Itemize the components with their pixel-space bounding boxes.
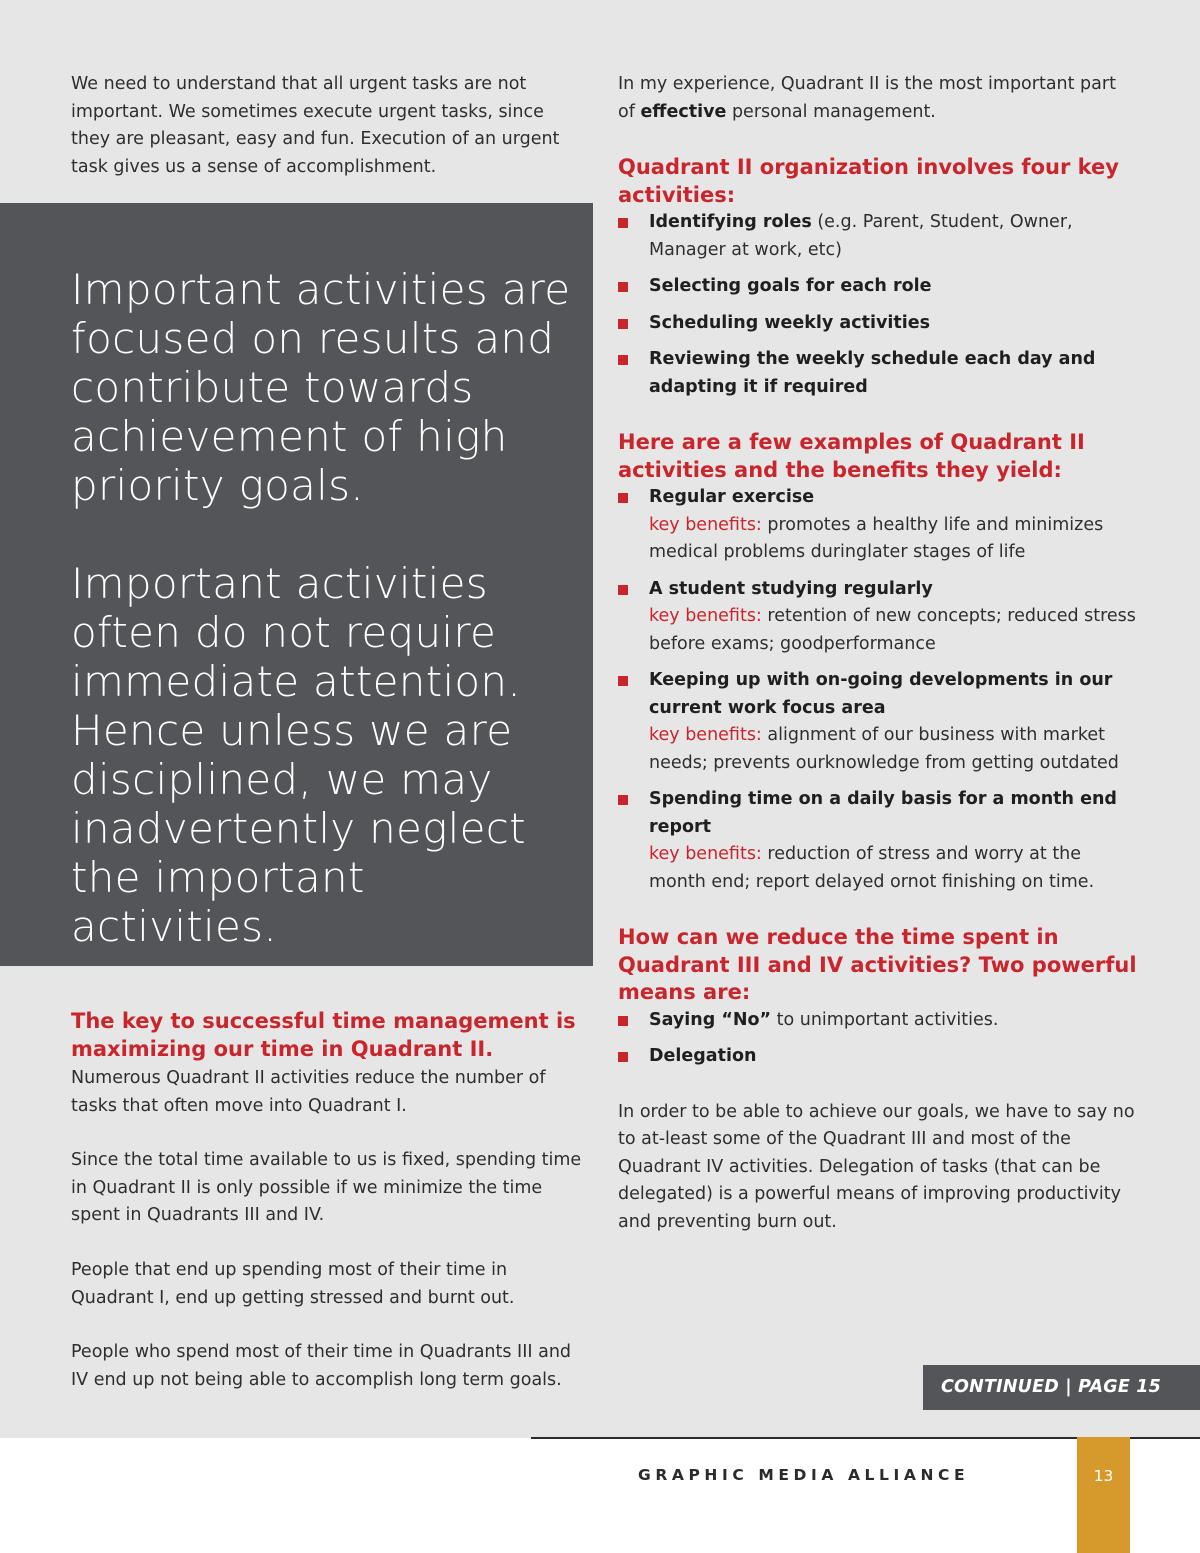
- list-item-title: Scheduling weekly activities: [649, 312, 931, 333]
- page-number: 13: [1093, 1467, 1114, 1485]
- key-heading: The key to successful time management is maximizing our time in Quadrant II.: [71, 1009, 576, 1061]
- list-item: [618, 1007, 1138, 1035]
- means-list: [618, 1007, 1138, 1071]
- bullet-square-icon: [618, 319, 628, 329]
- list-item-title: Reviewing the weekly schedule each day and adapting it if required: [649, 349, 1096, 397]
- key-benefits-label: key benefits:: [649, 725, 762, 745]
- list-item: [618, 576, 1138, 659]
- examples-list: [618, 484, 1138, 896]
- right-intro-post: personal management.: [726, 101, 936, 122]
- right-intro-paragraph: [618, 71, 1138, 126]
- bullet-square-icon: [618, 795, 628, 805]
- pull-quote-2: Important activities often do not require immediate attention. Hence unless we are disciplined, we may inadvertently neglect the important activities.: [71, 559, 526, 951]
- key-benefits-label: key benefits:: [649, 514, 762, 535]
- pull-quote-1: Important activities are focused on results and contribute towards achievement of high priority goals.: [71, 265, 571, 510]
- list-item: [618, 310, 1138, 338]
- bullet-square-icon: [618, 218, 628, 228]
- bullet-square-icon: [618, 676, 628, 686]
- list-item: [618, 786, 1138, 896]
- example-title: Keeping up with on-going developments in our current work focus area: [649, 670, 1113, 718]
- right-column: [618, 71, 1138, 1236]
- example-benefit: promotes a healthy life and minimizes medical problems duringlater stages of life: [649, 514, 1104, 562]
- list-item: [618, 273, 1138, 301]
- key-benefits-label: key benefits:: [649, 606, 762, 626]
- activities-list: [618, 209, 1138, 401]
- example-title: Spending time on a daily basis for a month end report: [649, 789, 1117, 837]
- bullet-square-icon: [618, 355, 628, 365]
- continued-page-link[interactable]: CONTINUED | PAGE 15: [923, 1365, 1200, 1410]
- reduce-time-heading: How can we reduce the time spent in Quadrant III and IV activities? Two powerful means are:: [618, 925, 1137, 1004]
- left-paragraph-1: Numerous Quadrant II activities reduce the number of tasks that often move into Quadrant I.: [71, 1068, 546, 1116]
- example-benefit: reduction of stress and worry at the month end; report delayed ornot finishing on time.: [649, 844, 1095, 892]
- footer-brand: GRAPHIC MEDIA ALLIANCE: [638, 1466, 970, 1484]
- list-item-title: Delegation: [649, 1046, 757, 1066]
- left-paragraph-3: People that end up spending most of their time in Quadrant I, end up getting stressed and burnt out.: [71, 1260, 515, 1308]
- list-item: [618, 667, 1138, 777]
- list-item: [618, 209, 1138, 264]
- left-paragraph-2: Since the total time available to us is fixed, spending time in Quadrant II is only possible if we minimize the time spent in Quadrants III and IV.: [71, 1150, 582, 1225]
- bullet-square-icon: [618, 1052, 628, 1062]
- list-item-detail: (e.g. Parent, Student, Owner, Manager at work, etc): [649, 212, 1073, 260]
- activities-heading: Quadrant II organization involves four key activities:: [618, 155, 1119, 207]
- list-item: [618, 484, 1138, 567]
- page-number-tab: [1077, 1437, 1130, 1553]
- key-benefits-label: key benefits:: [649, 844, 762, 864]
- example-title: A student studying regularly: [649, 578, 933, 599]
- left-intro-paragraph: We need to understand that all urgent tasks are not important. We sometimes execute urgent tasks, since they are pleasant, easy and fun. Execution of an urgent task gives us a sense of accomplishment.: [71, 74, 560, 177]
- examples-heading: Here are a few examples of Quadrant II activities and the benefits they yield:: [618, 430, 1085, 482]
- bullet-square-icon: [618, 1016, 628, 1026]
- bullet-square-icon: [618, 585, 628, 595]
- example-benefit: retention of new concepts; reduced stress before exams; goodperformance: [649, 606, 1136, 654]
- right-intro-bold: effective: [640, 101, 727, 122]
- example-benefit: alignment of our business with market needs; prevents ourknowledge from getting outdated: [649, 725, 1119, 773]
- list-item-detail: to unimportant activities.: [771, 1009, 999, 1030]
- list-item-title: Saying “No”: [649, 1009, 772, 1030]
- closing-paragraph: In order to be able to achieve our goals, we have to say no to at-least some of the Quadrant III and most of the Quadrant IV activities. Delegation of tasks (that can be delegated) is a powerful means of improving productivity and preventing burn out.: [618, 1101, 1135, 1232]
- left-paragraph-4: People who spend most of their time in Quadrants III and IV end up not being able to accomplish long term goals.: [71, 1342, 572, 1390]
- pull-quote-panel: [0, 203, 593, 966]
- list-item: [618, 346, 1138, 401]
- bullet-square-icon: [618, 493, 628, 503]
- list-item: [618, 1043, 1138, 1071]
- example-title: Regular exercise: [649, 487, 815, 507]
- list-item-title: Identifying roles: [649, 212, 812, 232]
- right-intro-pre: In my experience, Quadrant II is the most important part of: [618, 74, 1116, 122]
- bullet-square-icon: [618, 282, 628, 292]
- list-item-title: Selecting goals for each role: [649, 276, 932, 296]
